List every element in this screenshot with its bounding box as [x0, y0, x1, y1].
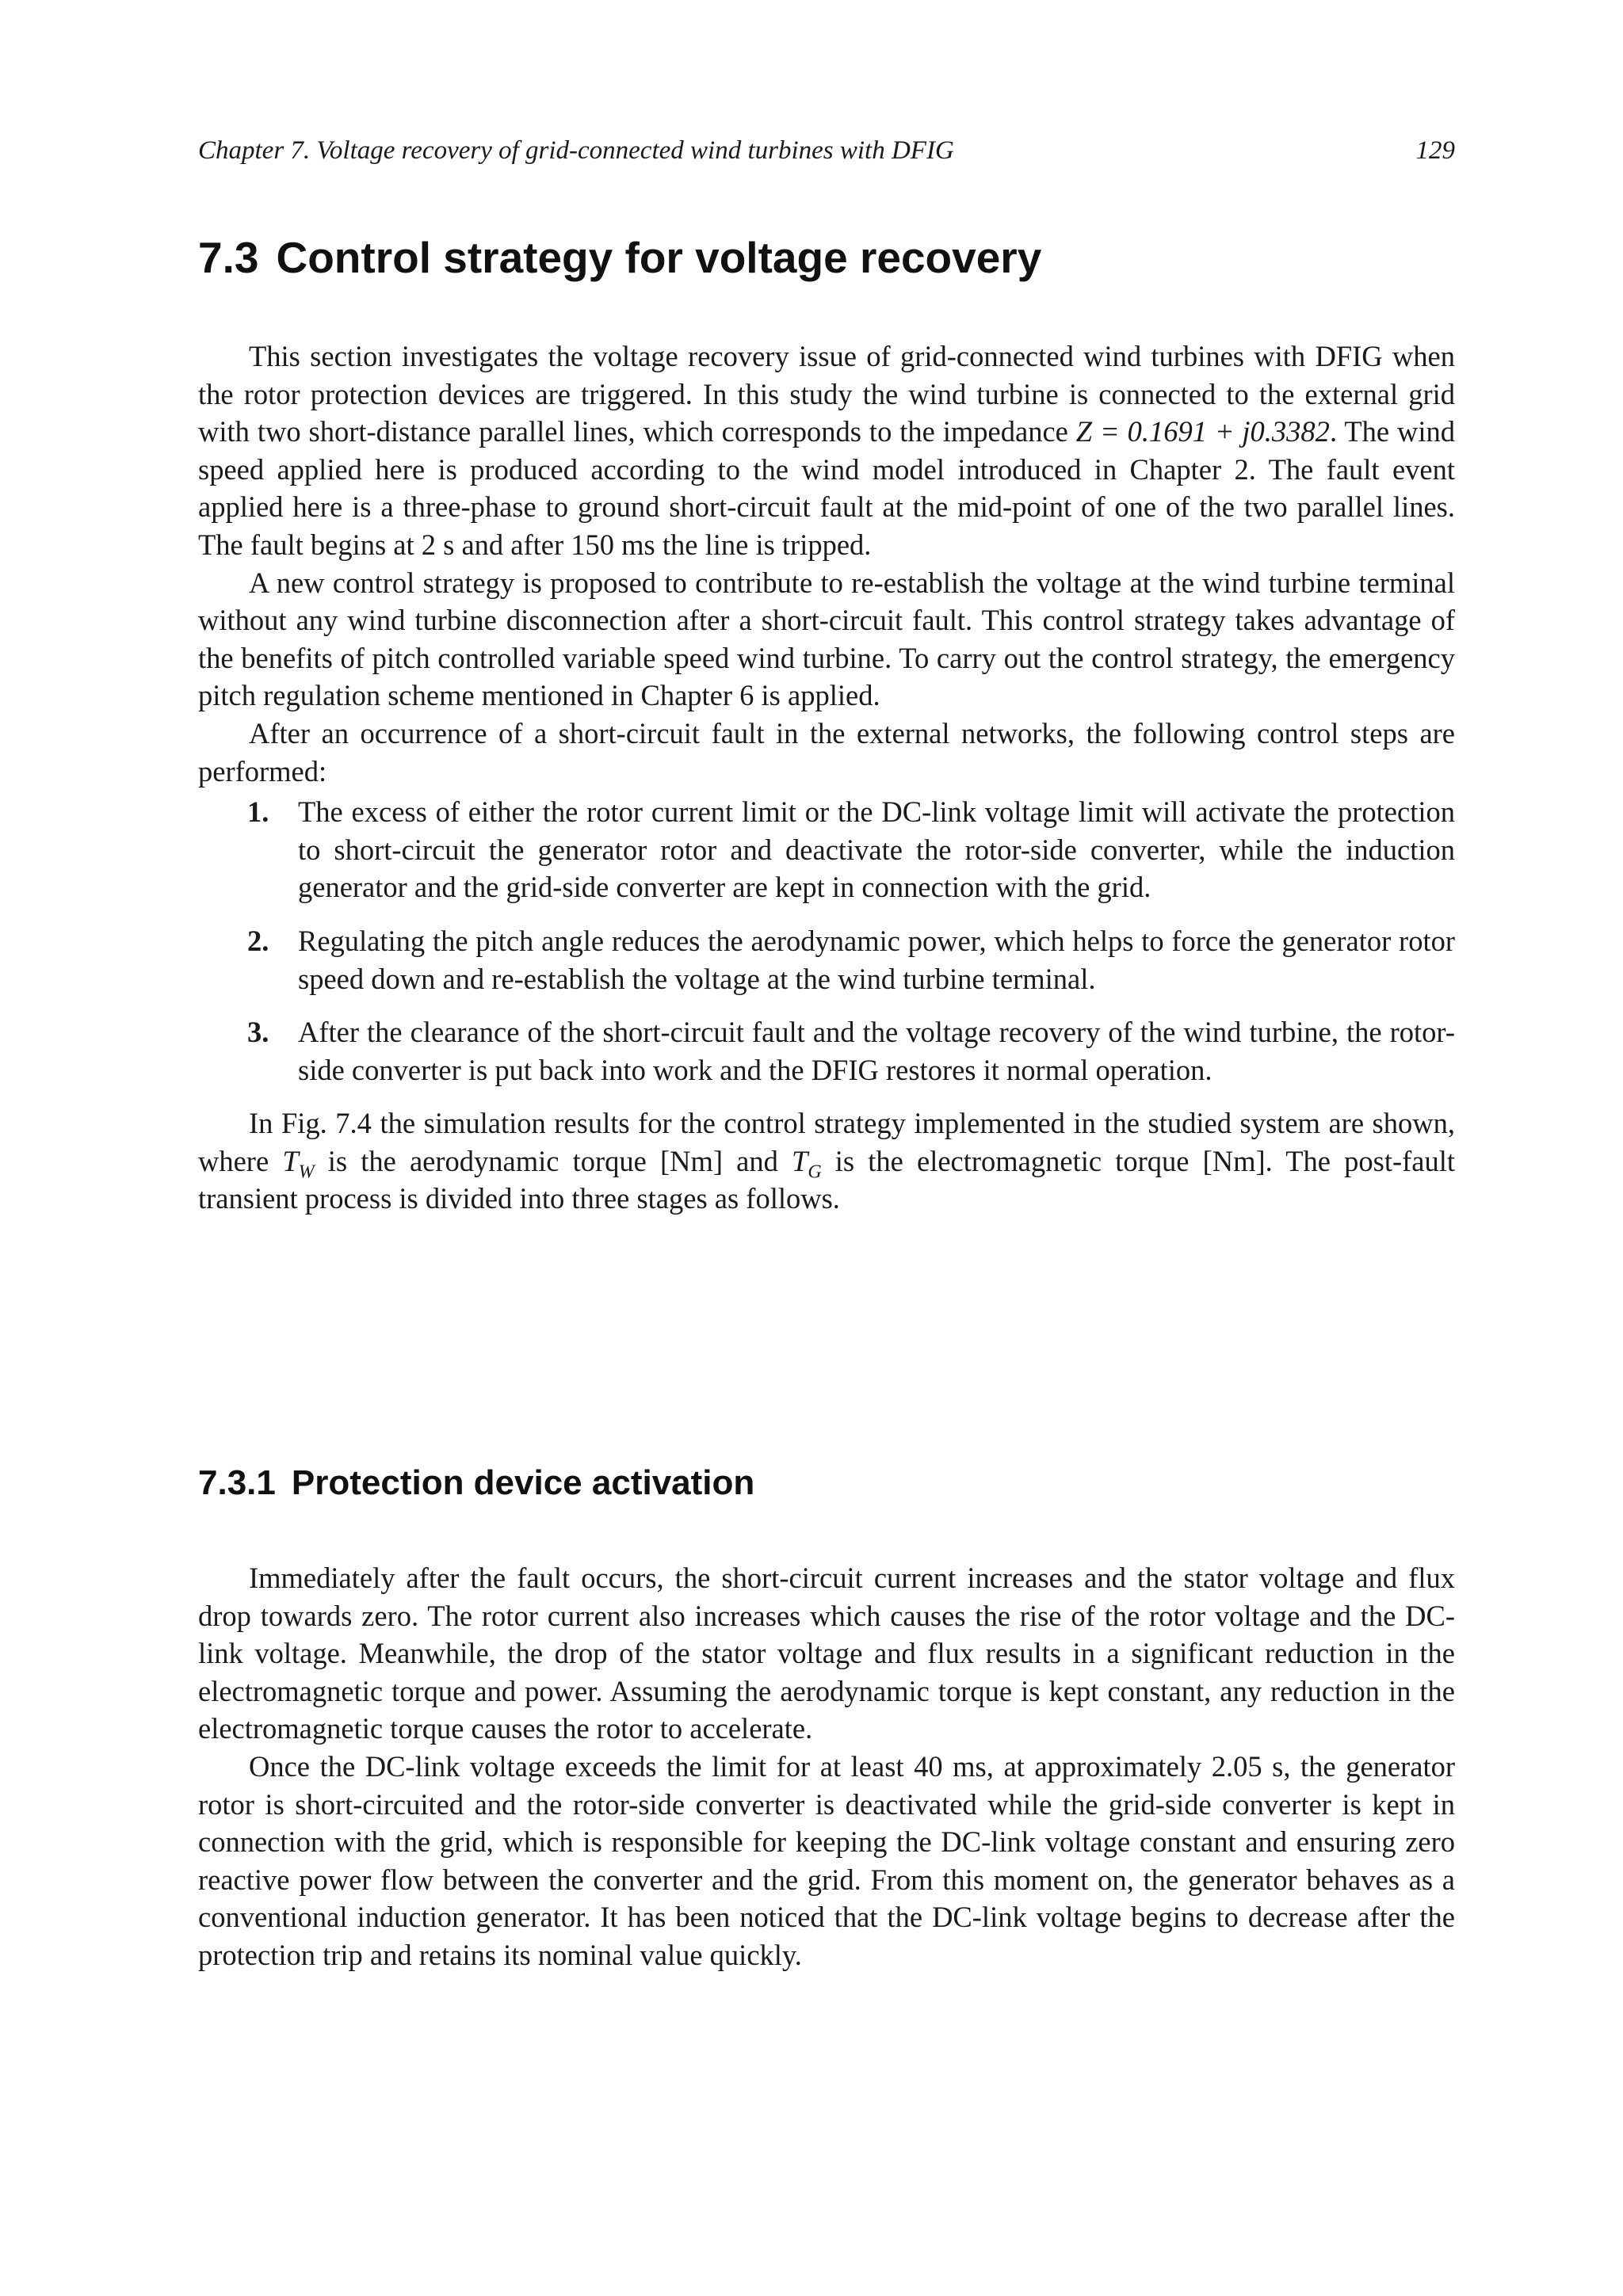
section-body	[198, 338, 1455, 1218]
list-marker: 2.	[247, 924, 269, 957]
paragraph-text: is the electromagnetic torque [Nm]. The post-fault transient process is divided into three stages as follows.	[198, 1144, 1455, 1215]
list-item-text: Regulating the pitch angle reduces the aerodynamic power, which helps to force the generator rotor speed down and re-establish the voltage at the wind turbine terminal.	[298, 924, 1455, 995]
list-item-text: After the clearance of the short-circuit fault and the voltage recovery of the wind turbine, the rotor-side converter is put back into work and the DFIG restores it normal operation.	[298, 1016, 1455, 1086]
paragraph-figure-ref	[198, 1104, 1455, 1218]
impedance-equation: Z = 0.1691 + j0.3382	[1075, 415, 1330, 448]
control-steps-list	[198, 793, 1455, 1089]
subsection-title: Protection device activation	[291, 1463, 755, 1502]
paragraph-text: . The wind speed applied here is produced according to the wind model introduced in Chapter 2. The fault event applied here is a three-phase to ground short-circuit fault at the mid-point of one of the two parallel lines. The fault begins at 2 s and after 150 ms the line is tripped.	[198, 415, 1456, 561]
paragraph-text: is the aerodynamic torque [Nm] and	[314, 1144, 792, 1177]
subsection-number: 7.3.1	[198, 1463, 276, 1502]
list-item-text: The excess of either the rotor current limit or the DC-link voltage limit will activate the protection to short-circuit the generator rotor and deactivate the rotor-side converter, while the induction generator and the grid-side converter are kept in connection with the grid.	[298, 795, 1455, 904]
page-number: 129	[1415, 136, 1455, 165]
symbol-subscript: G	[808, 1161, 822, 1183]
subsection-body	[198, 1559, 1455, 1974]
paragraph-intro	[198, 338, 1455, 564]
list-item	[198, 922, 1455, 997]
section-heading	[198, 230, 1041, 285]
paragraph-fault-effects: Immediately after the fault occurs, the short-circuit current increases and the stator voltage and flux drop towards zero. The rotor current also increases which causes the rise of the rotor voltage and the DC-link voltage. Meanwhile, the drop of the stator voltage and flux results in a significant reduction in the electromagnetic torque and power. Assuming the aerodynamic torque is kept constant, any reduction in the electromagnetic torque causes the rotor to accelerate.	[198, 1562, 1455, 1745]
section-number: 7.3	[198, 233, 259, 282]
symbol-aero-torque	[282, 1144, 315, 1183]
symbol-base: T	[282, 1144, 299, 1177]
list-item	[198, 793, 1455, 906]
paragraph-text: This section investigates the voltage recovery issue of grid-connected wind turbines with DFIG when the rotor protection devices are triggered. In this study the wind turbine is connected to the external grid with two short-distance parallel lines, which corresponds to the impedance	[198, 340, 1455, 448]
paragraph-text: In Fig. 7.4 the simulation results for the control strategy implemented in the studied system are shown, where	[198, 1107, 1455, 1177]
symbol-base: T	[792, 1144, 808, 1177]
list-marker: 1.	[247, 795, 269, 829]
paragraph-steps-intro: After an occurrence of a short-circuit fault in the external networks, the following control steps are performed:	[198, 716, 1455, 788]
list-item	[198, 1013, 1455, 1089]
list-marker: 3.	[247, 1016, 269, 1049]
section-title: Control strategy for voltage recovery	[276, 233, 1042, 282]
symbol-subscript: W	[298, 1161, 315, 1183]
symbol-em-torque	[792, 1144, 822, 1183]
subsection-heading	[198, 1461, 754, 1505]
paragraph-strategy: A new control strategy is proposed to contribute to re-establish the voltage at the wind turbine terminal without any wind turbine disconnection after a short-circuit fault. This control strategy takes advantage of the benefits of pitch controlled variable speed wind turbine. To carry out the control strategy, the emergency pitch regulation scheme mentioned in Chapter 6 is applied.	[198, 566, 1455, 712]
paragraph-protection-trip: Once the DC-link voltage exceeds the limit for at least 40 ms, at approximately 2.05 s, the generator rotor is short-circuited and the rotor-side converter is deactivated while the grid-side converter is kept in connection with the grid, which is responsible for keeping the DC-link voltage constant and ensuring zero reactive power flow between the converter and the grid. From this moment on, the generator behaves as a conventional induction generator. It has been noticed that the DC-link voltage begins to decrease after the protection trip and retains its nominal value quickly.	[198, 1749, 1455, 1971]
chapter-title: Chapter 7. Voltage recovery of grid-connected wind turbines with DFIG	[198, 136, 954, 165]
